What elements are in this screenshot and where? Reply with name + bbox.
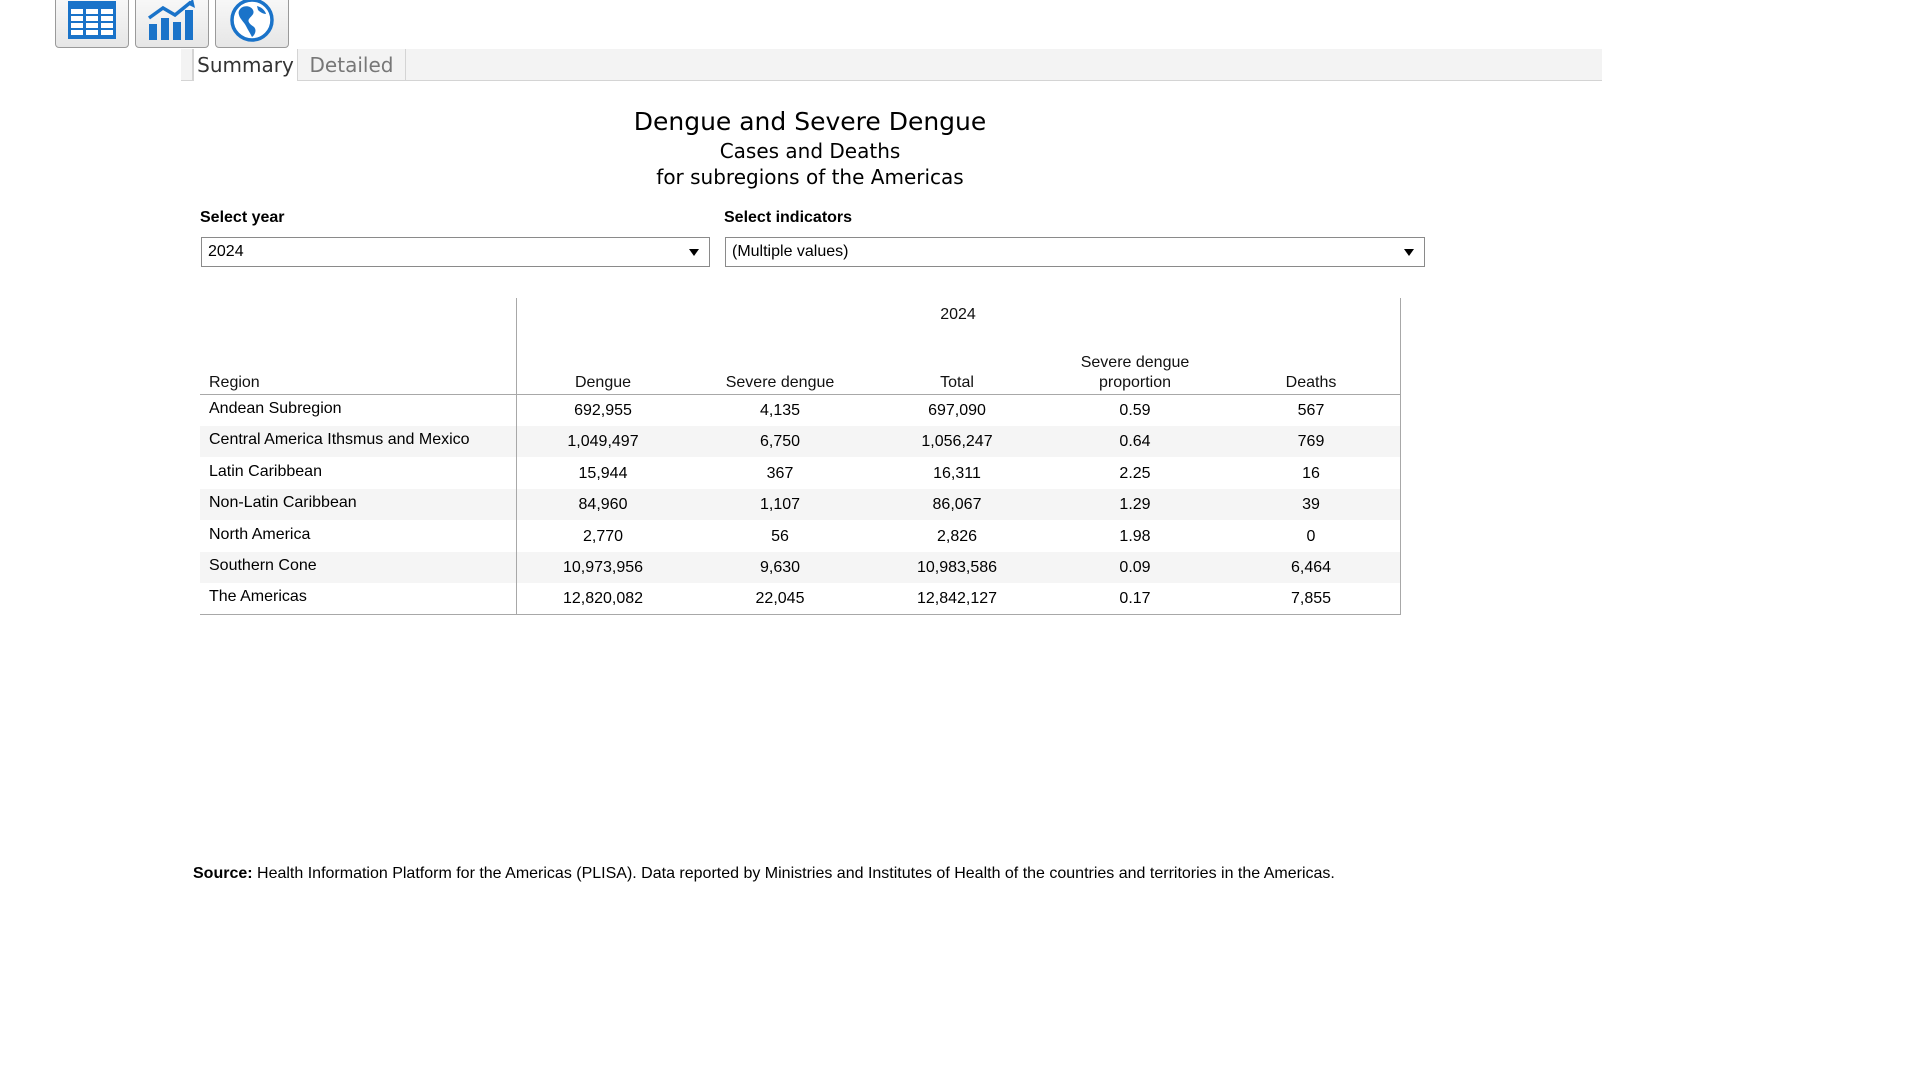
value-cell: 6,464 [1290, 559, 1332, 576]
source-note [193, 862, 1383, 885]
region-cell: Southern Cone [209, 557, 317, 574]
region-cell: Latin Caribbean [209, 462, 322, 480]
tab-detailed[interactable]: Detailed [298, 49, 406, 80]
value-cell: 7,855 [1290, 590, 1332, 608]
indicators-select-value: (Multiple values) [732, 243, 849, 260]
map-view-button[interactable] [215, 0, 289, 48]
value-cell: 567 [1297, 402, 1325, 419]
page-subtitle-2: for subregions of the Americas [656, 165, 964, 189]
value-cell: 1,107 [759, 496, 801, 514]
value-cell: 697,090 [928, 402, 986, 419]
value-cell: 15,944 [578, 464, 628, 482]
value-cell: 10,973,956 [562, 559, 644, 576]
value-cell: 0.59 [1119, 402, 1151, 419]
indicators-select[interactable] [725, 237, 1425, 267]
year-column-header: 2024 [940, 306, 976, 323]
value-cell: 9,630 [759, 559, 801, 576]
year-filter-label: Select year [200, 209, 285, 226]
region-cell: Andean Subregion [209, 400, 342, 417]
source-label: Source: [193, 865, 253, 882]
value-cell: 22,045 [755, 590, 805, 608]
value-cell: 6,750 [759, 433, 801, 451]
value-cell: 769 [1297, 433, 1325, 451]
value-cell: 10,983,586 [916, 559, 998, 576]
value-cell: 12,820,082 [562, 590, 644, 608]
value-cell: 692,955 [574, 402, 632, 419]
table-border-right [1400, 298, 1401, 615]
region-cell: Central America Ithsmus and Mexico [209, 431, 470, 449]
table-icon [67, 0, 117, 40]
value-cell: 0 [1306, 527, 1316, 545]
value-cell: 1.29 [1119, 496, 1151, 514]
summary-table [200, 298, 1401, 615]
table-divider [516, 298, 517, 615]
value-cell: 16,311 [933, 464, 981, 482]
column-header: Dengue [574, 374, 632, 391]
indicators-filter-label: Select indicators [724, 209, 853, 226]
region-cell: Non-Latin Caribbean [209, 494, 357, 512]
region-column-header: Region [209, 374, 260, 391]
table-view-button[interactable] [55, 0, 129, 48]
source-text: Health Information Platform for the Americas (PLISA). Data reported by Ministries and Institutes of Health of the countries and territories in the Americas. [252, 865, 1335, 882]
tab-bar-lead [181, 49, 193, 80]
value-cell: 1,056,247 [921, 433, 993, 451]
value-cell: 12,842,127 [916, 590, 998, 608]
value-cell: 4,135 [759, 402, 801, 419]
tab-summary[interactable]: Summary [193, 49, 298, 81]
value-cell: 2,770 [582, 527, 624, 545]
value-cell: 86,067 [932, 496, 982, 514]
column-header: Deaths [1285, 374, 1337, 391]
year-select-value: 2024 [208, 243, 244, 260]
dashboard-title-block [400, 106, 1220, 190]
page-subtitle: Cases and Deaths [719, 139, 901, 163]
dropdown-arrow-icon [1404, 249, 1414, 256]
value-cell: 0.17 [1119, 590, 1151, 608]
line-chart-icon [145, 0, 199, 42]
value-cell: 0.64 [1119, 433, 1151, 451]
dropdown-arrow-icon [689, 249, 699, 256]
value-cell: 367 [766, 464, 794, 482]
table-border-bottom [200, 614, 1401, 615]
column-header: Severe dengue [725, 374, 835, 391]
globe-icon [229, 0, 275, 43]
value-cell: 39 [1302, 496, 1320, 514]
value-cell: 2.25 [1119, 464, 1151, 482]
value-cell: 84,960 [578, 496, 628, 514]
region-cell: North America [209, 525, 311, 543]
chart-view-button[interactable] [135, 0, 209, 48]
value-cell: 2,826 [936, 527, 978, 545]
column-header: Severe dengue proportion [1080, 354, 1190, 391]
year-select[interactable] [201, 237, 710, 267]
value-cell: 56 [771, 527, 789, 545]
tab-bar [181, 49, 1602, 81]
column-header: Total [940, 374, 974, 391]
value-cell: 1,049,497 [567, 433, 639, 451]
value-cell: 1.98 [1119, 527, 1151, 545]
page-title: Dengue and Severe Dengue [633, 107, 987, 136]
value-cell: 16 [1302, 464, 1320, 482]
region-cell: The Americas [209, 588, 307, 606]
value-cell: 0.09 [1119, 559, 1151, 576]
